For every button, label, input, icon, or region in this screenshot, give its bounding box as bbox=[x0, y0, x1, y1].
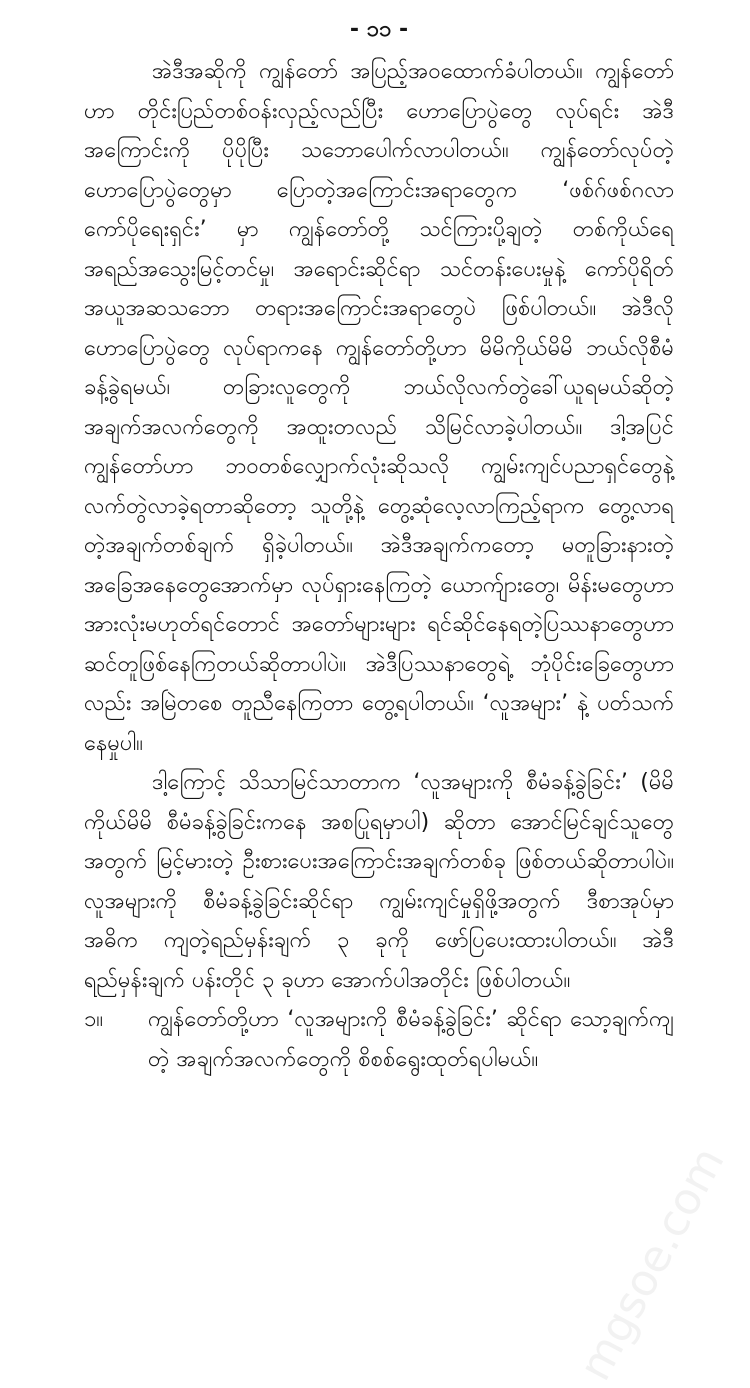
numbered-item-1 bbox=[84, 1000, 674, 1079]
watermark: mgsoe.com bbox=[569, 1138, 735, 1388]
page-number: - ၁၁ - bbox=[349, 17, 409, 42]
item-number: ၁။ bbox=[84, 1007, 104, 1032]
paragraph-1: အဲဒီအဆိုကို ကျွန်တော် အပြည့်အဝထောက်ခံပါတယ်။ ကျွန်တော်ဟာ တိုင်းပြည်တစ်ဝန်းလှည့်လည်ပြီး ဟောပြောပွဲတွေ လုပ်ရင်း အဲဒီအကြောင်းကို ပိုပိုပြီး သဘောပေါက်လာပါတယ်။ ကျွန်တော်လုပ်တဲ့ ဟောပြောပွဲတွေမှာ ပြောတဲ့အကြောင်းအရာတွေက ‘ဖစ်ဂ်ဖစ်ဂလာ ကော်ပိုရေးရှင်း’ မှာ ကျွန်တော်တို့ သင်ကြားပို့ချတဲ့ တစ်ကိုယ်ရေ အရည်အသွေးမြင့်တင်မှု၊ အရောင်းဆိုင်ရာ သင်တန်းပေးမှုနဲ့ ကော်ပိုရိတ်အယူအဆသဘော တရားအကြောင်းအရာတွေပဲ ဖြစ်ပါတယ်။ အဲဒီလို ဟောပြောပွဲတွေ လုပ်ရာကနေ ကျွန်တော်တို့ဟာ မိမိကိုယ်မိမိ ဘယ်လိုစီမံခန့်ခွဲရမယ်၊ တခြားလူတွေကို ဘယ်လိုလက်တွဲခေါ်ယူရမယ်ဆိုတဲ့ အချက်အလက်တွေကို အထူးတလည် သိမြင်လာခဲ့ပါတယ်။ ဒါ့အပြင် ကျွန်တော်ဟာ ဘဝတစ်လျှောက်လုံးဆိုသလို ကျွမ်းကျင်ပညာရှင်တွေနဲ့ လက်တွဲလာခဲ့ရတာဆိုတော့ သူတို့နဲ့ တွေ့ဆုံလေ့လာကြည့်ရာက တွေ့လာရတဲ့အချက်တစ်ချက် ရှိခဲ့ပါတယ်။ အဲဒီအချက်ကတော့ မတူခြားနားတဲ့ အခြေအနေတွေအောက်မှာ လုပ်ရှားနေကြတဲ့ ယောက်ျားတွေ၊ မိန်းမတွေဟာ အားလုံးမဟုတ်ရင်တောင် အတော်များများ ရင်ဆိုင်နေရတဲ့ပြဿနာတွေဟာ ဆင်တူဖြစ်နေကြတယ်ဆိုတာပါပဲ။ အဲဒီပြဿနာတွေရဲ့ ဘုံပိုင်းခြေတွေဟာလည်း အမြဲတစေ တူညီနေကြတာ တွေ့ရပါတယ်။ ‘လူအများ’ နဲ့ ပတ်သက်နေမှုပါ။ bbox=[84, 59, 674, 756]
item-text: ကျွန်တော်တို့ဟာ ‘လူအများကို စီမံခန့်ခွဲခြင်း’ ဆိုင်ရာ သော့ချက်ကျတဲ့ အချက်အလက်တွေကို စိစစ်ရွေးထုတ်ရပါမယ်။ bbox=[148, 1007, 674, 1072]
paragraph-2: ဒါ့ကြောင့် သိသာမြင်သာတာက ‘လူအများကို စီမံခန့်ခွဲခြင်း’ (မိမိကိုယ်မိမိ စီမံခန့်ခွဲခြင်းကနေ အစပြုရမှာပါ) ဆိုတာ အောင်မြင်ချင်သူတွေအတွက် မြင့်မားတဲ့ ဦးစားပေးအကြောင်းအချက်တစ်ခု ဖြစ်တယ်ဆိုတာပါပဲ။လူအများကို စီမံခန့်ခွဲခြင်းဆိုင်ရာ ကျွမ်းကျင်မှုရှိဖို့အတွက် ဒီစာအုပ်မှာ အဓိက ကျတဲ့ရည်မှန်းချက် ၃ ခုကို ဖော်ပြပေးထားပါတယ်။ အဲဒီရည်မှန်းချက် ပန်းတိုင် ၃ ခုဟာ အောက်ပါအတိုင်း ဖြစ်ပါတယ်။ bbox=[84, 770, 674, 993]
